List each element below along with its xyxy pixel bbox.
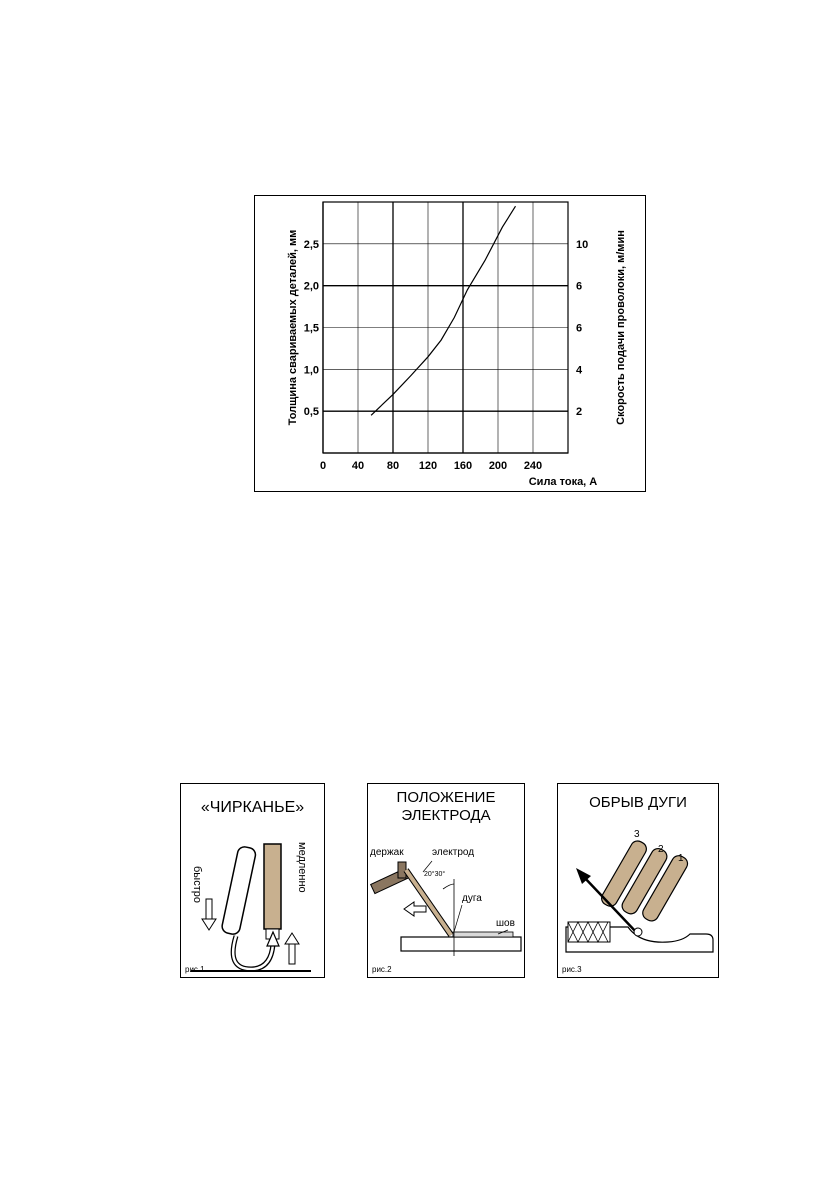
- x-axis-label: Сила тока, А: [528, 476, 598, 488]
- x-tick-label: 200: [488, 460, 508, 472]
- y-left-tick-label: 2,0: [303, 280, 319, 293]
- y-axis-label-right: Скорость подачи проволоки, м/мин: [615, 230, 627, 425]
- y-right-tick-label: 6: [576, 322, 583, 335]
- electrode-position-illustration: [368, 784, 524, 977]
- y-left-tick-label: 2,5: [303, 238, 319, 251]
- x-tick-label: 240: [523, 460, 543, 472]
- figure-title-line1: ПОЛОЖЕНИЕ: [396, 789, 496, 806]
- y-right-tick-label: 4: [576, 364, 583, 377]
- position-1-label: 1: [678, 853, 684, 864]
- x-tick-label: 120: [418, 460, 438, 472]
- y-axis-label-left: Толщина свариваемых деталей, мм: [287, 229, 299, 426]
- y-right-tick-label: 10: [576, 238, 589, 251]
- figure-caption: рис.3: [562, 965, 582, 974]
- current-vs-thickness-chart: [255, 196, 645, 491]
- angle-label: 20°30°: [424, 871, 446, 878]
- figure-caption: рис.1: [185, 965, 205, 974]
- figure-arc-break: [557, 783, 719, 978]
- figure-title: «ЧИРКАНЬЕ»: [200, 799, 305, 816]
- figure-title: ОБРЫВ ДУГИ: [589, 794, 687, 811]
- arrow-down-icon: [202, 899, 216, 930]
- fast-label: быстро: [191, 866, 203, 903]
- electrode-fast: [221, 846, 257, 936]
- arrow-up-icon: [285, 933, 299, 964]
- arc-break-illustration: [558, 784, 718, 977]
- slow-label: медленно: [296, 842, 308, 893]
- y-left-tick-label: 1,0: [303, 364, 319, 377]
- arc-label: дуга: [462, 893, 482, 904]
- position-2-label: 2: [658, 844, 664, 855]
- x-tick-label: 160: [453, 460, 473, 472]
- y-left-tick-label: 0,5: [303, 406, 319, 419]
- y-right-tick-label: 6: [576, 280, 583, 293]
- y-right-tick-label: 2: [576, 406, 583, 419]
- workpiece: [401, 937, 521, 951]
- x-tick-label: 40: [351, 460, 365, 472]
- electrode-label: электрод: [432, 847, 475, 858]
- figure-striking: [180, 783, 325, 978]
- electrode-slow: [264, 844, 281, 929]
- figure-title-line2: ЭЛЕКТРОДА: [401, 807, 491, 824]
- x-tick-label: 80: [386, 460, 400, 472]
- seam-label: шов: [496, 918, 515, 929]
- chart-panel: [254, 195, 646, 492]
- figure-electrode-position: [367, 783, 525, 978]
- x-tick-label: 0: [319, 460, 327, 472]
- figure-caption: рис.2: [372, 965, 392, 974]
- y-left-tick-label: 1,5: [303, 322, 319, 335]
- arrow-left-icon: [404, 902, 426, 916]
- weld-seam: [453, 932, 513, 937]
- holder-label: держак: [370, 847, 404, 858]
- position-3-label: 3: [634, 829, 640, 840]
